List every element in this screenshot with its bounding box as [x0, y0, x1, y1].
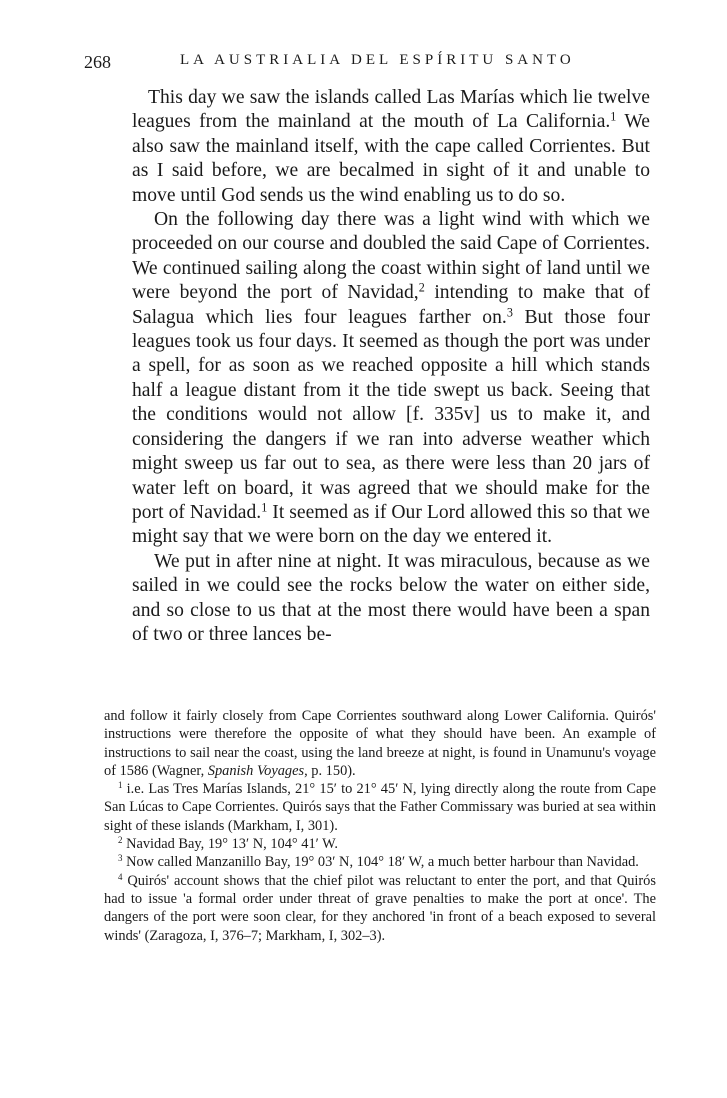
citation-title: Spanish Voyages	[207, 762, 305, 779]
p2-text-d: It seemed as if Our Lord allowed this so that we might say that we were born on the day we entered it.	[132, 501, 651, 548]
p1-text-a: This day we saw the islands called Las Marías which lie twelve leagues from the mainland at the mouth of La California.	[132, 87, 650, 133]
footnote-4	[104, 872, 656, 945]
footnote-ref-2: 2	[418, 280, 425, 295]
footnote-text: Now called Manzanillo Bay, 19° 03′ N, 104° 18′ W, a much better harbour than Navidad.	[126, 854, 639, 871]
footnote-continuation: and follow it fairly closely from Cape Corrientes southward along Lower California. Quirós' instructions were therefore the opposite of what they should have been. An example of instructions to sail near the coast, using the land breeze at night, is found in Unamunu's voyage of 1586 (Wagner, Spanish Voyages, p. 150).	[104, 708, 656, 779]
footnote-ref-3: 3	[506, 304, 513, 319]
footnote-text: i.e. Las Tres Marías Islands, 21° 15′ to 21° 45′ N, lying directly along the route from Cape San Lúcas to Cape Corrientes. Quirós says that the Father Commissary was buried at sea within sight of these islands (Markham, I, 301).	[104, 781, 656, 834]
page-header	[84, 52, 664, 78]
p2-text-b: intending to make that of Salagua which lies four leagues farther on.	[132, 282, 650, 328]
footnote-marker: 2	[118, 835, 123, 846]
footnote-marker: 3	[118, 853, 123, 864]
footnote-3	[104, 853, 656, 871]
paragraph-3: We put in after nine at night. It was miraculous, because as we sailed in we could see the rocks below the water on either side, and so close to us that at the most there would have been a span of two or three lances be-	[132, 550, 650, 645]
page-number: 268	[84, 52, 111, 72]
footnote-1	[104, 780, 656, 835]
paragraph-2	[132, 208, 650, 550]
paragraph-1	[132, 86, 650, 208]
footnote-ref-4: 1	[261, 500, 268, 515]
main-text	[132, 86, 650, 647]
footnotes	[104, 707, 656, 945]
footnote-text: Quirós' account shows that the chief pilot was reluctant to enter the port, and that Quirós had to issue 'a formal order under threat of grave penalties to make the port at once'. The dangers of the port were soon clear, for they anchored 'in front of a beach exposed to several winds' (Zaragoza, I, 376–7; Markham, I, 302–3).	[104, 872, 656, 944]
footnote-2	[104, 835, 656, 853]
footnote-text: Navidad Bay, 19° 13′ N, 104° 41′ W.	[126, 836, 338, 853]
p2-text-c: But those four leagues took us four days. It seemed as though the port was under a spell, for as soon as we reached opposite a hill which stands half a league distant from it the tide swept us back. Seeing that the conditions would not allow [f. 335v] us to make it, and considering the dangers if we ran into adverse weather which might sweep us far out to sea, as there were less than 20 jars of water left on board, it was agreed that we should make for the port of Navidad.	[132, 306, 650, 523]
p2-text-a: On the following day there was a light wind with which we proceeded on our course and doubled the said Cape of Corrientes. We continued sailing along the coast within sight of land until we were beyond the port of Navidad,	[132, 209, 650, 304]
footnote-ref-1: 1	[610, 109, 617, 124]
footnote-marker: 1	[118, 780, 123, 791]
footnote-marker: 4	[118, 871, 123, 882]
p1-text-b: We also saw the mainland itself, with the cape called Corrientes. But as I said before, we are becalmed in sight of it and unable to move until God sends us the wind enabling us to do so.	[132, 111, 650, 206]
running-title: LA AUSTRIALIA DEL ESPÍRITU SANTO	[180, 52, 575, 68]
